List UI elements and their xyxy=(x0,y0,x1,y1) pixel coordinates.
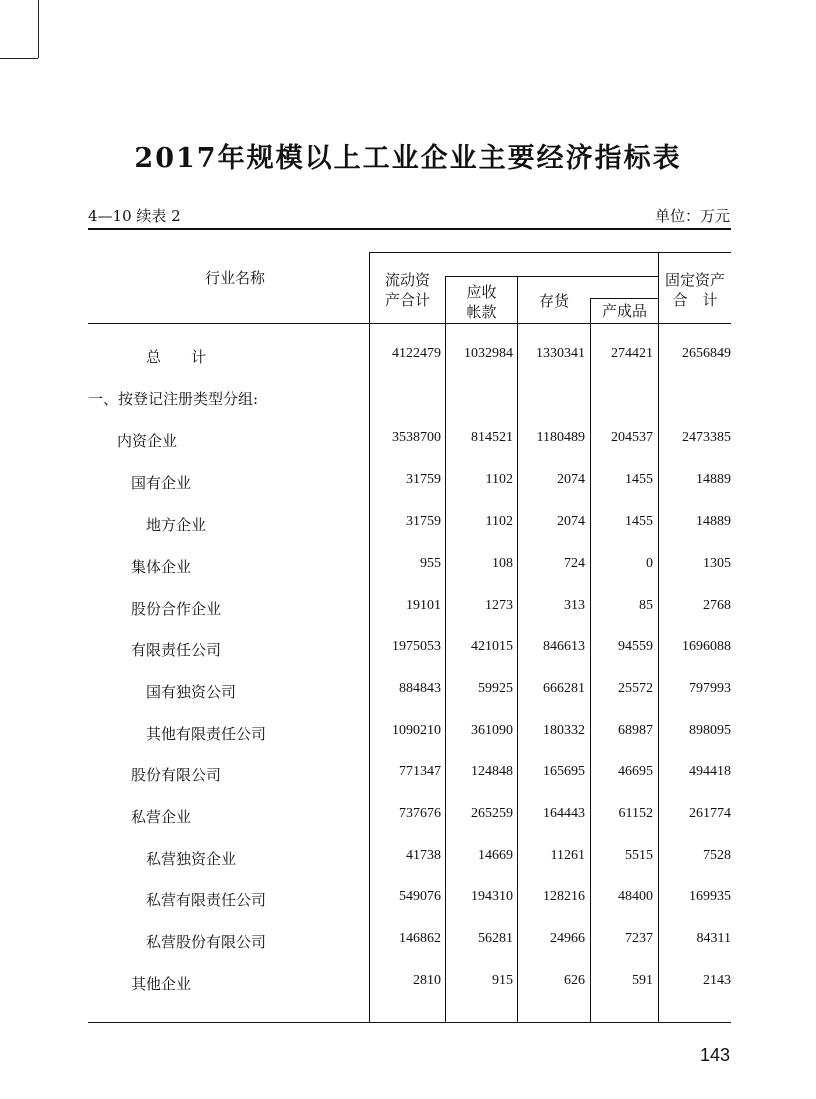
cell-finished-goods: 68987 xyxy=(618,723,653,738)
header-receivables-line1: 应收 xyxy=(466,283,497,301)
row-name: 一、按登记注册类型分组: xyxy=(88,390,259,408)
header-current-assets-line1: 流动资 xyxy=(384,271,430,289)
cell-fixed-assets: 7528 xyxy=(703,848,731,863)
cell-receivables: 814521 xyxy=(471,430,513,445)
cell-finished-goods: 25572 xyxy=(618,681,653,696)
table-row xyxy=(0,969,816,999)
cell-fixed-assets: 898095 xyxy=(689,723,731,738)
page-title: 2017年规模以上工业企业主要经济指标表 xyxy=(134,143,682,174)
crop-mark xyxy=(0,58,38,59)
cell-current-assets: 19101 xyxy=(406,598,441,613)
cell-receivables: 915 xyxy=(492,973,513,988)
cell-current-assets: 3538700 xyxy=(392,430,441,445)
cell-inventory: 11261 xyxy=(550,848,585,863)
cell-fixed-assets: 2656849 xyxy=(682,346,731,361)
cell-current-assets: 41738 xyxy=(406,848,441,863)
cell-fixed-assets: 261774 xyxy=(689,806,731,821)
cell-receivables: 59925 xyxy=(478,681,513,696)
cell-receivables: 1032984 xyxy=(464,346,513,361)
cell-finished-goods: 1455 xyxy=(625,472,653,487)
header-finished-goods: 产成品 xyxy=(601,302,647,320)
row-name: 集体企业 xyxy=(131,558,192,576)
row-name: 总 计 xyxy=(146,348,207,366)
cell-finished-goods: 48400 xyxy=(618,889,653,904)
cell-fixed-assets: 169935 xyxy=(689,889,731,904)
row-name: 其他企业 xyxy=(131,975,192,993)
header-inventory: 存货 xyxy=(538,292,569,310)
cell-inventory: 24966 xyxy=(550,931,585,946)
table-row xyxy=(0,468,816,498)
cell-fixed-assets: 2473385 xyxy=(682,430,731,445)
cell-receivables: 108 xyxy=(492,556,513,571)
table-row xyxy=(0,552,816,582)
cell-current-assets: 549076 xyxy=(399,889,441,904)
cell-current-assets: 737676 xyxy=(399,806,441,821)
cell-inventory: 180332 xyxy=(543,723,585,738)
cell-current-assets: 31759 xyxy=(406,472,441,487)
table-row xyxy=(0,844,816,874)
cell-inventory: 2074 xyxy=(557,514,585,529)
cell-fixed-assets: 2143 xyxy=(703,973,731,988)
table-top-rule xyxy=(88,228,731,230)
cell-inventory: 313 xyxy=(564,598,585,613)
cell-receivables: 361090 xyxy=(471,723,513,738)
cell-fixed-assets: 494418 xyxy=(689,764,731,779)
cell-current-assets: 884843 xyxy=(399,681,441,696)
header-fixed-assets-line1: 固定资产 xyxy=(664,271,725,289)
cell-finished-goods: 274421 xyxy=(611,346,653,361)
cell-fixed-assets: 2768 xyxy=(703,598,731,613)
table-row xyxy=(0,885,816,915)
cell-inventory: 626 xyxy=(564,973,585,988)
cell-inventory: 666281 xyxy=(543,681,585,696)
cell-receivables: 421015 xyxy=(471,639,513,654)
table-row xyxy=(0,927,816,957)
header-sub-line xyxy=(445,276,659,277)
cell-current-assets: 955 xyxy=(420,556,441,571)
row-name: 国有独资公司 xyxy=(146,683,237,701)
cell-finished-goods: 1455 xyxy=(625,514,653,529)
row-name: 私营有限责任公司 xyxy=(146,891,267,909)
header-fixed-assets-line2: 合 计 xyxy=(672,291,718,309)
header-bottom-rule xyxy=(88,323,731,324)
row-name: 其他有限责任公司 xyxy=(146,725,267,743)
cell-current-assets: 2810 xyxy=(413,973,441,988)
row-name: 私营企业 xyxy=(131,808,192,826)
table-row xyxy=(0,635,816,665)
cell-inventory: 165695 xyxy=(543,764,585,779)
table-row xyxy=(0,802,816,832)
table-number: 4—10 续表 2 xyxy=(88,207,181,225)
row-name: 私营股份有限公司 xyxy=(146,933,267,951)
cell-receivables: 124848 xyxy=(471,764,513,779)
header-current-assets-line2: 产合计 xyxy=(384,291,430,309)
table-row xyxy=(0,719,816,749)
cell-current-assets: 4122479 xyxy=(392,346,441,361)
cell-finished-goods: 85 xyxy=(639,598,653,613)
table-bottom-rule xyxy=(88,1022,731,1023)
cell-receivables: 56281 xyxy=(478,931,513,946)
header-sub-line-2 xyxy=(590,298,659,299)
table-row xyxy=(0,510,816,540)
cell-receivables: 1102 xyxy=(485,514,513,529)
header-receivables xyxy=(446,282,517,322)
cell-fixed-assets: 14889 xyxy=(696,472,731,487)
table-row xyxy=(0,342,816,372)
header-receivables-line2: 帐款 xyxy=(466,303,497,321)
cell-current-assets: 31759 xyxy=(406,514,441,529)
row-name: 地方企业 xyxy=(146,516,207,534)
row-name: 股份有限公司 xyxy=(131,766,222,784)
cell-inventory: 1180489 xyxy=(536,430,585,445)
cell-finished-goods: 0 xyxy=(646,556,653,571)
cell-receivables: 194310 xyxy=(471,889,513,904)
cell-fixed-assets: 1305 xyxy=(703,556,731,571)
table-row xyxy=(0,594,816,624)
cell-fixed-assets: 14889 xyxy=(696,514,731,529)
cell-fixed-assets: 1696088 xyxy=(682,639,731,654)
cell-inventory: 724 xyxy=(564,556,585,571)
row-name: 有限责任公司 xyxy=(131,641,222,659)
row-name: 股份合作企业 xyxy=(131,600,222,618)
cell-receivables: 1102 xyxy=(485,472,513,487)
cell-inventory: 164443 xyxy=(543,806,585,821)
cell-receivables: 14669 xyxy=(478,848,513,863)
page-number: 143 xyxy=(699,1045,730,1065)
row-name: 国有企业 xyxy=(131,474,192,492)
header-industry: 行业名称 xyxy=(204,269,265,287)
cell-finished-goods: 204537 xyxy=(611,430,653,445)
cell-receivables: 265259 xyxy=(471,806,513,821)
cell-current-assets: 146862 xyxy=(399,931,441,946)
cell-finished-goods: 7237 xyxy=(625,931,653,946)
unit-label: 单位：万元 xyxy=(654,207,730,225)
cell-fixed-assets: 84311 xyxy=(696,931,731,946)
cell-inventory: 1330341 xyxy=(536,346,585,361)
cell-current-assets: 771347 xyxy=(399,764,441,779)
table-row xyxy=(0,426,816,456)
cell-inventory: 2074 xyxy=(557,472,585,487)
table-row xyxy=(0,760,816,790)
cell-fixed-assets: 797993 xyxy=(689,681,731,696)
cell-inventory: 846613 xyxy=(543,639,585,654)
cell-finished-goods: 61152 xyxy=(618,806,653,821)
header-current-assets xyxy=(370,270,445,310)
cell-finished-goods: 46695 xyxy=(618,764,653,779)
row-name: 内资企业 xyxy=(117,432,178,450)
cell-finished-goods: 591 xyxy=(632,973,653,988)
cell-finished-goods: 5515 xyxy=(625,848,653,863)
cell-current-assets: 1090210 xyxy=(392,723,441,738)
table-row xyxy=(0,384,816,414)
cell-finished-goods: 94559 xyxy=(618,639,653,654)
cell-receivables: 1273 xyxy=(485,598,513,613)
header-span-line xyxy=(369,252,731,253)
header-fixed-assets xyxy=(659,270,731,310)
cell-current-assets: 1975053 xyxy=(392,639,441,654)
cell-inventory: 128216 xyxy=(543,889,585,904)
row-name: 私营独资企业 xyxy=(146,850,237,868)
table-row xyxy=(0,677,816,707)
crop-mark xyxy=(38,0,39,58)
